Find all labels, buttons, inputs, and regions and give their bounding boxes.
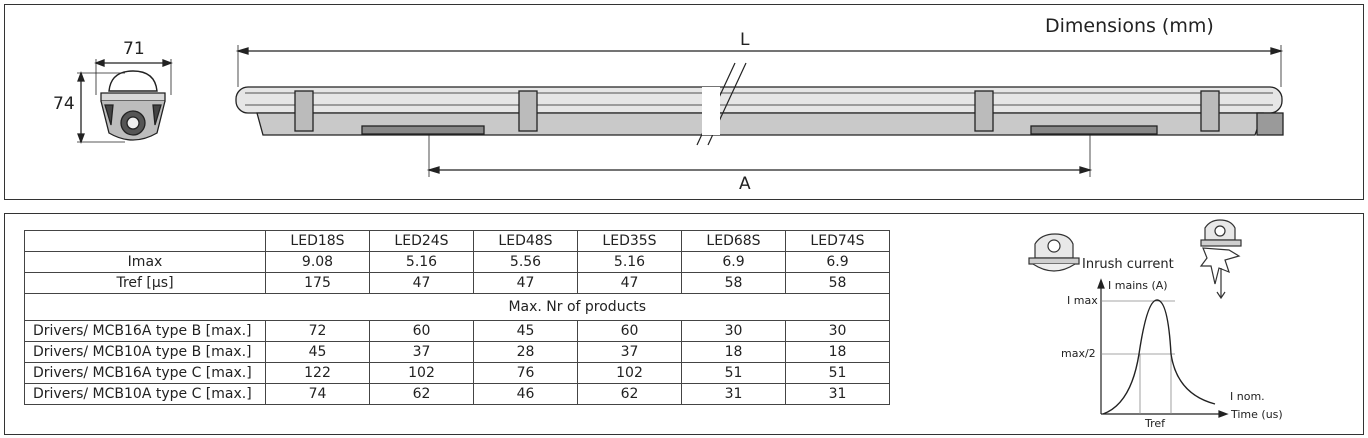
table-cell: 47 [370,273,474,294]
inrush-table [24,230,890,405]
table-row [25,342,890,363]
column-header: LED35S [578,231,682,252]
table-cell: 9.08 [266,252,370,273]
table-row [25,252,890,273]
table-cell: 47 [474,273,578,294]
table-cell: 60 [578,321,682,342]
inom-label: I nom. [1230,390,1265,403]
table-cell: 30 [682,321,786,342]
inrush-x-axis-label: Time (us) [1231,408,1283,421]
half-max-label: max/2 [1061,347,1096,360]
corner-cell [25,231,266,252]
column-header: LED68S [682,231,786,252]
inrush-curve [1103,300,1215,414]
table-cell: 5.56 [474,252,578,273]
table-cell: 31 [786,384,890,405]
table-cell: 76 [474,363,578,384]
table-row [25,273,890,294]
row-label: Drivers/ MCB10A type C [max.] [25,384,266,405]
table-cell: 175 [266,273,370,294]
section-row [25,294,890,321]
section-empty-cell [25,294,266,321]
row-label: Drivers/ MCB16A type C [max.] [25,363,266,384]
electrical-panel [4,213,1364,435]
side-view-drawing [236,45,1283,177]
table-cell: 58 [786,273,890,294]
length-label: L [740,30,750,50]
width-label: 71 [123,39,145,59]
height-label: 74 [53,94,75,114]
table-cell: 58 [682,273,786,294]
table-row [25,321,890,342]
mount-distance-label: A [739,174,751,194]
table-cell: 45 [474,321,578,342]
table-cell: 6.9 [786,252,890,273]
table-cell: 28 [474,342,578,363]
row-label: Imax [25,252,266,273]
inrush-guides [1101,301,1175,414]
table-cell: 6.9 [682,252,786,273]
table-cell: 74 [266,384,370,405]
table-cell: 60 [370,321,474,342]
table-cell: 46 [474,384,578,405]
table-cell: 37 [370,342,474,363]
table-cell: 102 [578,363,682,384]
table-cell: 51 [682,363,786,384]
table-cell: 31 [682,384,786,405]
section-label: Max. Nr of products [266,294,890,321]
table-cell: 102 [370,363,474,384]
table-cell: 18 [786,342,890,363]
row-label: Drivers/ MCB16A type B [max.] [25,321,266,342]
table-header-row [25,231,890,252]
table-cell: 51 [786,363,890,384]
table-cell: 62 [578,384,682,405]
row-label: Drivers/ MCB10A type B [max.] [25,342,266,363]
table-row [25,363,890,384]
table-cell: 72 [266,321,370,342]
table-cell: 5.16 [370,252,474,273]
column-header: LED48S [474,231,578,252]
table-cell: 47 [578,273,682,294]
luminaire-off-icon [1029,234,1079,271]
column-header: LED24S [370,231,474,252]
table-cell: 37 [578,342,682,363]
table-cell: 18 [682,342,786,363]
luminaire-on-icon [1201,220,1241,298]
table-cell: 5.16 [578,252,682,273]
end-view-drawing [77,59,171,142]
table-cell: 62 [370,384,474,405]
column-header: LED74S [786,231,890,252]
row-label: Tref [µs] [25,273,266,294]
inrush-y-axis-label: I mains (A) [1108,279,1168,292]
dimensions-panel [4,4,1364,200]
imax-label: I max [1067,294,1098,307]
table-cell: 122 [266,363,370,384]
table-row [25,384,890,405]
table-cell: 45 [266,342,370,363]
inrush-axes [1098,280,1227,417]
dimensions-title: Dimensions (mm) [1045,15,1214,37]
table-cell: 30 [786,321,890,342]
inrush-title: Inrush current [1082,257,1174,272]
column-header: LED18S [266,231,370,252]
tref-label: Tref [1145,417,1166,430]
